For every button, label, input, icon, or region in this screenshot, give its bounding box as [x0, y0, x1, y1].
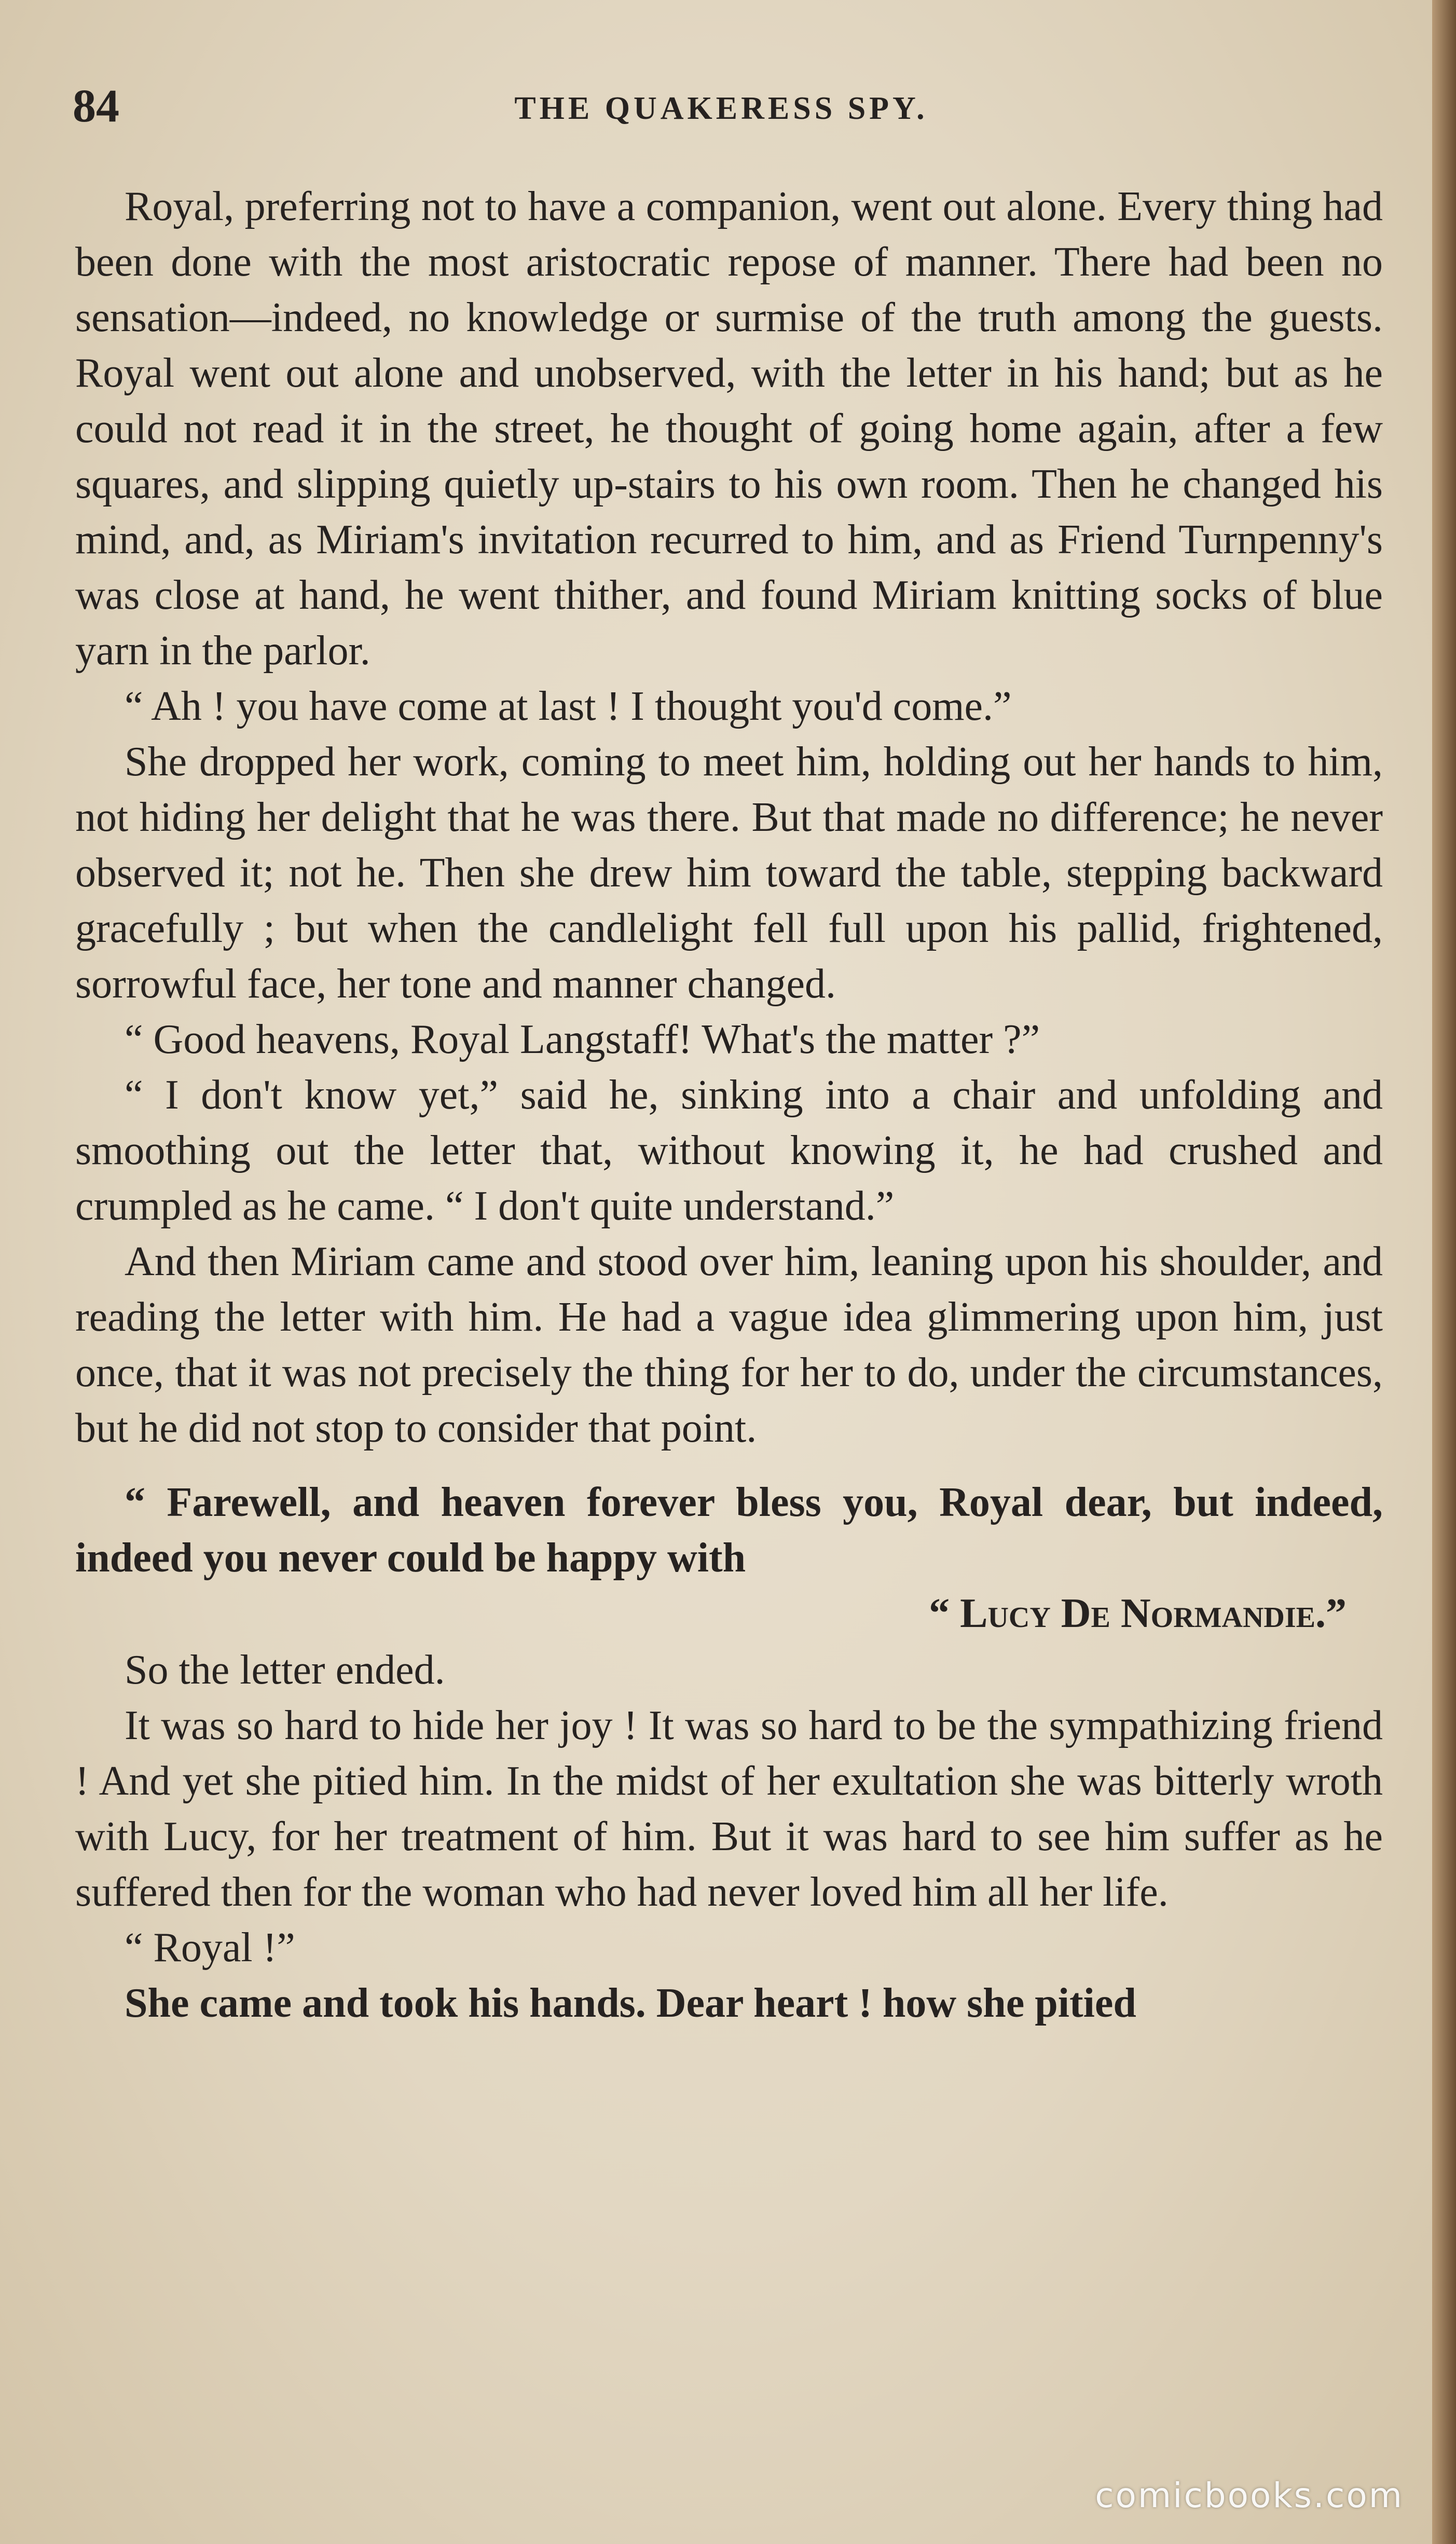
paragraph: She dropped her work, coming to meet him, holding out her hands to him, not hiding her delight that he was there. But that made no difference; he never observed it; not he. Then she drew him toward the table, stepping backward gracefully ; but when the candlelight fell full upon his pallid, frightened, sorrowful face, her tone and manner changed. — [75, 739, 1383, 1007]
paragraph: “ Good heavens, Royal Langstaff! What's the matter ?” — [125, 1017, 1040, 1062]
body-text — [75, 179, 1383, 2031]
paragraph: Royal, preferring not to have a companion, went out alone. Every thing had been done with the most aristocratic repose of manner. There had been no sensation—indeed, no knowledge or surmise of the truth among the guests. Royal went out alone and unobserved, with the letter in his hand; but as he could not read it in the street, he thought of going home again, after a few squares, and slipping quietly up-stairs to his own room. Then he changed his mind, and, as Miriam's invitation recurred to him, and as Friend Turnpenny's was close at hand, he went thither, and found Miriam knitting socks of blue yarn in the parlor. — [75, 184, 1383, 674]
paragraph: And then Miriam came and stood over him, leaning upon his shoulder, and reading the letter with him. He had a vague idea glimmering upon him, just once, that it was not precisely the thing for her to do, under the circumstances, but he did not stop to consider that point. — [75, 1239, 1383, 1451]
letter-quote: “ Farewell, and heaven forever bless you, Royal dear, but indeed, indeed you never could be happy with — [75, 1480, 1383, 1581]
paragraph: “ Ah ! you have come at last ! I thought you'd come.” — [125, 683, 1012, 729]
page-edge — [1432, 0, 1456, 2544]
letter-signature: “ Lucy De Normandie.” — [929, 1591, 1347, 1636]
watermark: comicbooks.com — [1095, 2475, 1404, 2515]
paragraph: She came and took his hands. Dear heart ! how she pitied — [125, 1980, 1136, 2026]
paragraph: “ I don't know yet,” said he, sinking into a chair and unfolding and smoothing out the letter that, without knowing it, he had crushed and crumpled as he came. “ I don't quite understand.” — [75, 1072, 1383, 1229]
paragraph: “ Royal !” — [125, 1925, 295, 1971]
running-title: THE QUAKERESS SPY. — [514, 91, 928, 126]
page-number: 84 — [73, 80, 119, 132]
paragraph: So the letter ended. — [125, 1647, 445, 1693]
paragraph: It was so hard to hide her joy ! It was so hard to be the sympathizing friend ! And yet she pitied him. In the midst of her exultation she was bitterly wroth with Lucy, for her treatment of him. But it was hard to see him suffer as he suffered then for the woman who had never loved him all her life. — [75, 1703, 1383, 1915]
page-header — [73, 78, 1370, 135]
